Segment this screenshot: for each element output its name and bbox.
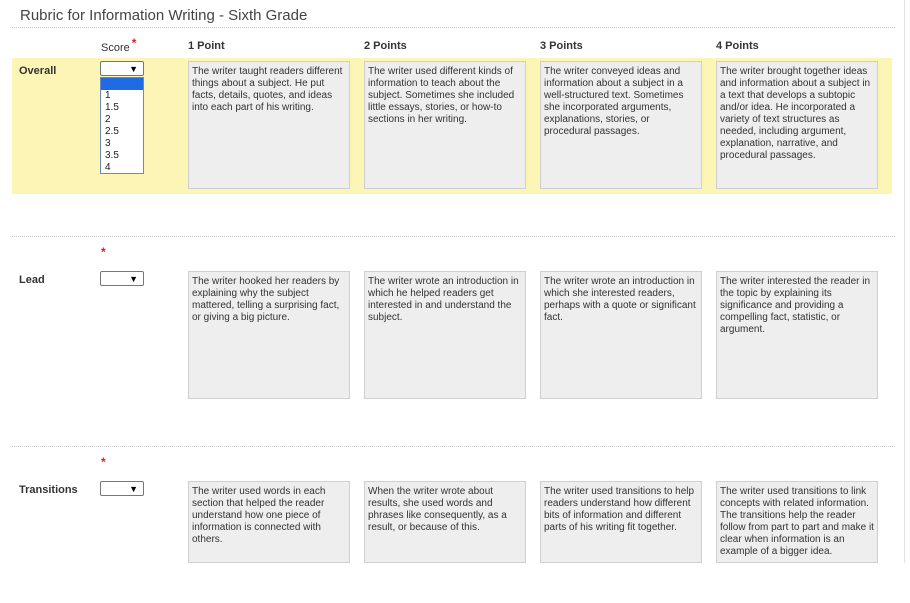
score-select-transitions[interactable] <box>100 481 144 496</box>
rubric-cell-lead-4: The writer interested the reader in the topic by explaining its significance and providing a compelling fact, statistic, or argument. <box>716 271 878 399</box>
dropdown-option-1[interactable]: 1 <box>105 90 111 101</box>
score-header-label: Score <box>101 42 130 54</box>
dropdown-option-2-5[interactable]: 2.5 <box>105 126 119 137</box>
rubric-cell-overall-3: The writer conveyed ideas and information about a subject in a well-structured text. Sometimes she incorporated arguments, explanations, stories, or procedural passages. <box>540 61 702 189</box>
rubric-cell-lead-2: The writer wrote an introduction in which he helped readers get interested in and understand the subject. <box>364 271 526 399</box>
rubric-cell-lead-3: The writer wrote an introduction in which she interested readers, perhaps with a quote or significant fact. <box>540 271 702 399</box>
row-label-transitions: Transitions <box>19 484 78 496</box>
dropdown-option-4[interactable]: 4 <box>105 162 111 173</box>
required-marker: * <box>131 36 137 50</box>
dropdown-option-blank[interactable] <box>101 78 143 90</box>
rubric-cell-overall-1: The writer taught readers different things about a subject. He put facts, details, quotes, and ideas into each part of his writing. <box>188 61 350 189</box>
row-label-overall: Overall <box>19 65 57 77</box>
column-header-1-point: 1 Point <box>188 40 225 52</box>
rubric-cell-overall-2: The writer used different kinds of information to teach about the subject. Sometimes she included little essays, stories, or how-to sections in her writing. <box>364 61 526 189</box>
dropdown-option-1-5[interactable]: 1.5 <box>105 102 119 113</box>
row-label-lead: Lead <box>19 274 45 286</box>
page-title: Rubric for Information Writing - Sixth Grade <box>20 7 308 24</box>
rubric-cell-transitions-1: The writer used words in each section that helped the reader understand how one piece of information is connected with others. <box>188 481 350 563</box>
dropdown-option-3[interactable]: 3 <box>105 138 111 149</box>
row-divider <box>12 236 895 237</box>
column-header-3-points: 3 Points <box>540 40 583 52</box>
required-marker: * <box>101 245 106 259</box>
rubric-cell-transitions-4: The writer used transitions to link concepts with related information. The transitions help the reader follow from part to part and make it clear when information is an example of a bigger idea. <box>716 481 878 563</box>
rubric-cell-transitions-2: When the writer wrote about results, she used words and phrases like consequently, as a result, or because of this. <box>364 481 526 563</box>
triangle-down-icon: ▼ <box>129 64 138 74</box>
rubric-cell-lead-1: The writer hooked her readers by explaining why the subject mattered, telling a surprising fact, or giving a big picture. <box>188 271 350 399</box>
score-select-overall[interactable] <box>100 61 144 76</box>
rubric-cell-transitions-3: The writer used transitions to help readers understand how different bits of information and different parts of his writing fit together. <box>540 481 702 563</box>
score-dropdown-list[interactable] <box>100 77 144 174</box>
score-column-header <box>101 36 137 54</box>
score-select-lead[interactable] <box>100 271 144 286</box>
column-header-2-points: 2 Points <box>364 40 407 52</box>
required-marker: * <box>101 455 106 469</box>
triangle-down-icon: ▼ <box>129 484 138 494</box>
triangle-down-icon: ▼ <box>129 274 138 284</box>
divider <box>12 27 895 28</box>
dropdown-option-3-5[interactable]: 3.5 <box>105 150 119 161</box>
column-header-4-points: 4 Points <box>716 40 759 52</box>
rubric-cell-overall-4: The writer brought together ideas and information about a subject in a text that develops a subtopic and/or idea. He incorporated a variety of text structures as needed, including argument, explanation, narrative, and procedural passages. <box>716 61 878 189</box>
row-divider <box>12 446 895 447</box>
dropdown-option-2[interactable]: 2 <box>105 114 111 125</box>
viewport-bottom <box>0 563 910 603</box>
scrollbar-edge <box>904 0 905 563</box>
